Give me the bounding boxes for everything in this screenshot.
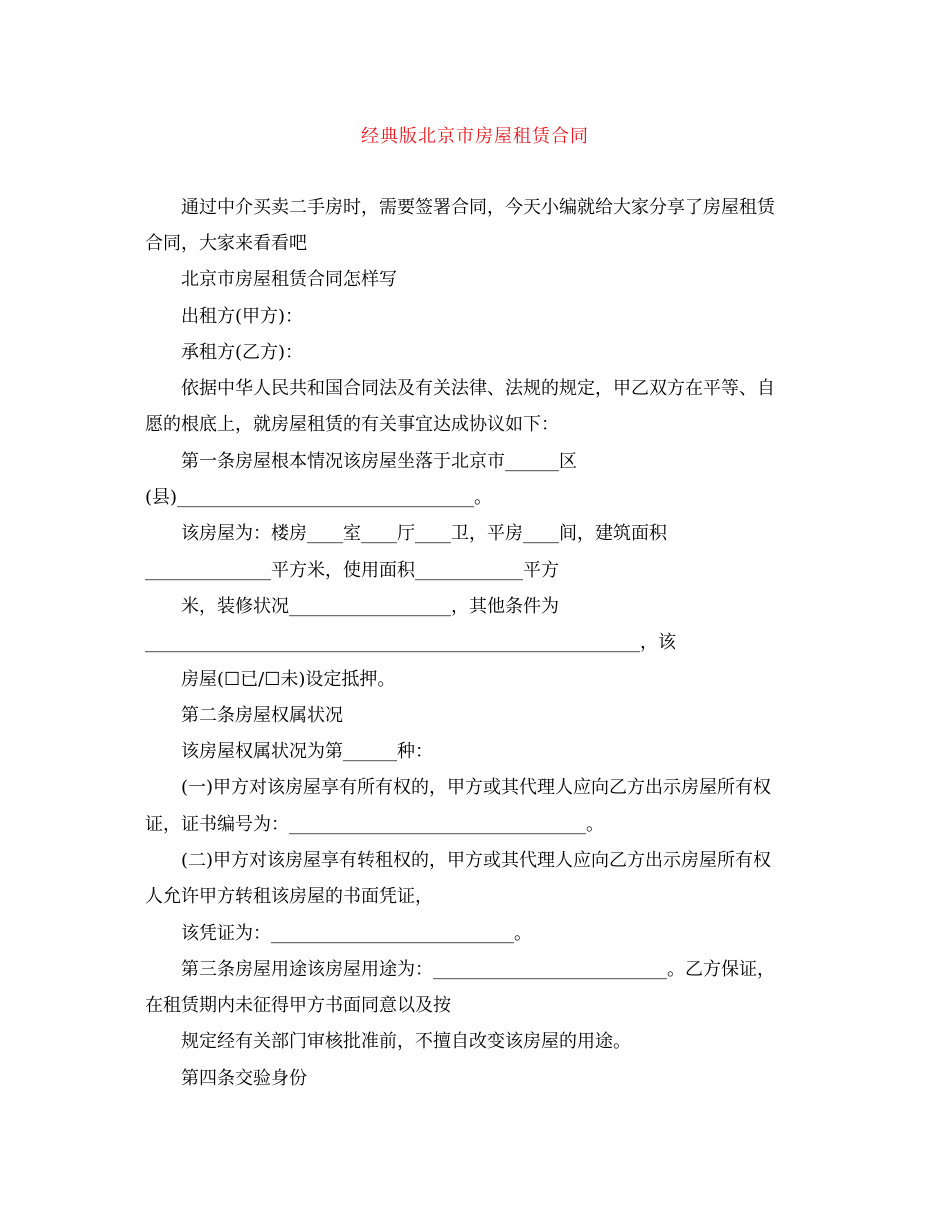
paragraph-line: 该凭证为：___________________________。 [181, 923, 532, 944]
paragraph-line: 房屋(☐已/☐未)设定抵押。 [181, 669, 396, 690]
paragraph-line: 在租赁期内未征得甲方书面同意以及按 [145, 995, 451, 1016]
paragraph-line: 规定经有关部门审核批准前，不擅自改变该房屋的用途。 [181, 1031, 631, 1052]
paragraph-line: 依据中华人民共和国合同法及有关法律、法规的规定，甲乙双方在平等、自 [181, 378, 775, 399]
paragraph-line: 承租方(乙方)： [181, 342, 304, 363]
paragraph-line: 证，证书编号为：_________________________________。 [145, 814, 604, 835]
paragraph-line: 米，装修状况__________________，其他条件为 [181, 596, 559, 617]
paragraph-line: ______________平方米，使用面积____________平方 [145, 560, 559, 581]
paragraph-line: (二)甲方对该房屋享有转租权的，甲方或其代理人应向乙方出示房屋所有权 [181, 850, 772, 871]
paragraph-line: (一)甲方对该房屋享有所有权的，甲方或其代理人应向乙方出示房屋所有权 [181, 777, 772, 798]
paragraph-line: 第三条房屋用途该房屋用途为：__________________________。乙方保证， [181, 959, 775, 980]
paragraph-line: 该房屋为：楼房____室____厅____卫，平房____间，建筑面积 [181, 523, 667, 544]
paragraph-line: 出租方(甲方)： [181, 306, 304, 327]
document-title: 经典版北京市房屋租赁合同 [361, 126, 589, 147]
paragraph-line: (县)_________________________________。 [145, 487, 493, 508]
paragraph-line: 北京市房屋租赁合同怎样写 [181, 269, 397, 290]
paragraph-line: 合同，大家来看看吧 [145, 233, 307, 254]
paragraph-line: 第二条房屋权属状况 [181, 705, 343, 726]
paragraph-line: 愿的根底上，就房屋租赁的有关事宜达成协议如下： [145, 414, 559, 435]
paragraph-line: _______________________________________________________，该 [145, 632, 676, 653]
paragraph-line: 第一条房屋根本情况该房屋坐落于北京市______区 [181, 451, 577, 472]
paragraph-line: 通过中介买卖二手房时，需要签署合同，今天小编就给大家分享了房屋租赁 [181, 197, 775, 218]
paragraph-line: 人允许甲方转租该房屋的书面凭证， [145, 886, 433, 907]
paragraph-line: 该房屋权属状况为第______种： [181, 741, 433, 762]
paragraph-line: 第四条交验身份 [181, 1068, 307, 1089]
